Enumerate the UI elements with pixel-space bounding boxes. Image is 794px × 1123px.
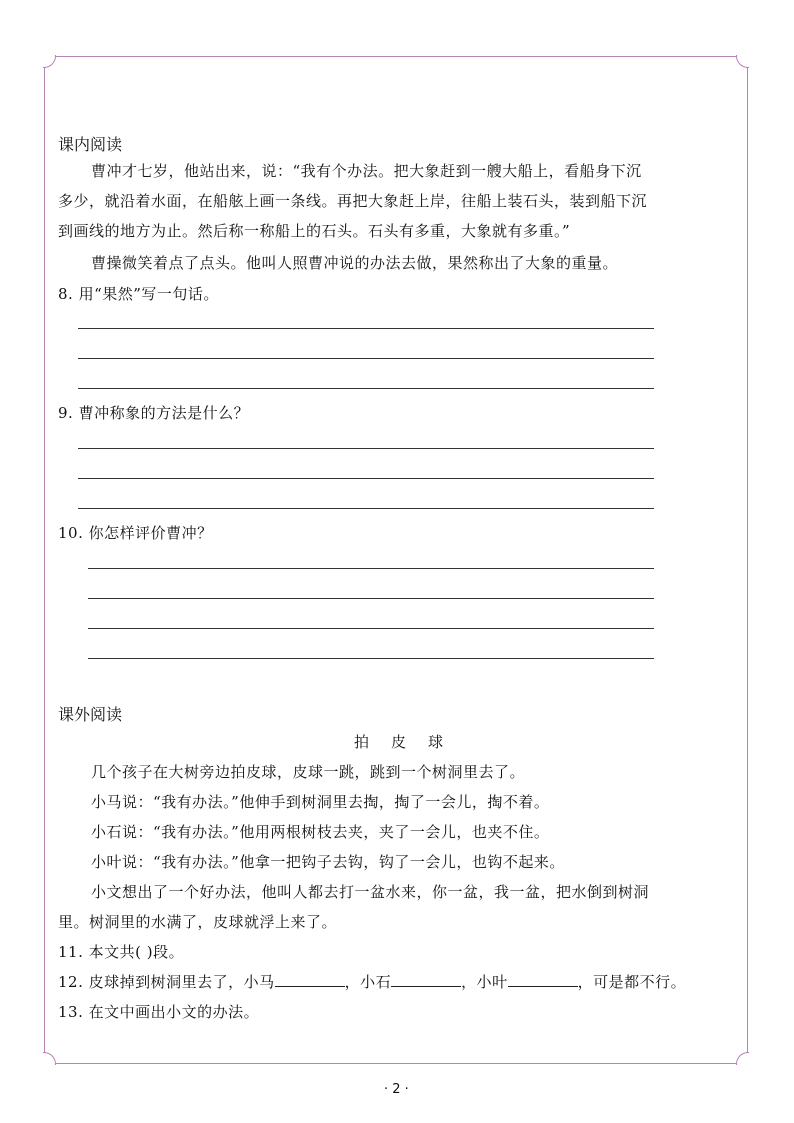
passage-line: 小马说：“我有办法。”他伸手到树洞里去掏，掏了一会儿，掏不着。 (91, 793, 550, 811)
section-heading-in-class: 课内阅读 (58, 135, 123, 154)
question-8: 8. 用“果然”写一句话。 (58, 285, 219, 303)
answer-line[interactable] (78, 388, 654, 389)
question-9: 9. 曹冲称象的方法是什么？ (58, 404, 250, 422)
passage-line: 到画线的地方为止。然后称一称船上的石头。石头有多重，大象就有多重。” (58, 222, 571, 240)
passage-line: 里。树洞里的水满了，皮球就浮上来了。 (58, 913, 338, 931)
passage-line: 几个孩子在大树旁边拍皮球，皮球一跳，跳到一个树洞里去了。 (91, 763, 526, 781)
question-12-text: ，小石 (344, 973, 392, 991)
answer-line[interactable] (88, 598, 654, 599)
passage-line: 小石说：“我有办法。”他用两根树枝去夹，夹了一会儿，也夹不住。 (91, 823, 550, 841)
question-12-text: ，小叶 (461, 973, 508, 991)
answer-line[interactable] (78, 478, 654, 479)
answer-line[interactable] (78, 358, 654, 359)
fill-blank-xiaoshi[interactable] (391, 972, 461, 987)
frame-corner (736, 55, 749, 68)
question-12-text: 12. 皮球掉到树洞里去了，小马 (58, 973, 275, 991)
question-13: 13. 在文中画出小文的办法。 (58, 1003, 260, 1021)
passage-line: 小文想出了一个好办法，他叫人都去打一盆水来，你一盆，我一盆，把水倒到树洞 (91, 883, 650, 901)
frame-corner (43, 55, 56, 68)
answer-line[interactable] (88, 628, 654, 629)
answer-line[interactable] (88, 658, 654, 659)
story-title: 拍皮球 (354, 733, 466, 751)
answer-line[interactable] (78, 328, 654, 329)
frame-corner (736, 1052, 749, 1065)
answer-line[interactable] (88, 568, 654, 569)
question-11: 11. 本文共( )段。 (58, 943, 185, 961)
page-number: · 2 · (384, 1082, 409, 1097)
passage-line: 小叶说：“我有办法。”他拿一把钩子去钩，钩了一会儿，也钩不起来。 (91, 853, 565, 871)
question-12 (58, 971, 686, 992)
answer-line[interactable] (78, 448, 654, 449)
passage-line: 多少，就沿着水面，在船舷上画一条线。再把大象赶上岸，往船上装石头，装到船下沉 (58, 192, 648, 210)
fill-blank-xiaoma[interactable] (275, 972, 345, 987)
answer-line[interactable] (78, 508, 654, 509)
question-12-text: ，可是都不行。 (577, 973, 687, 991)
passage-line: 曹冲才七岁，他站出来，说：“我有个办法。把大象赶到一艘大船上，看船身下沉 (91, 162, 642, 180)
passage-line: 曹操微笑着点了点头。他叫人照曹冲说的办法去做，果然称出了大象的重量。 (91, 254, 619, 272)
frame-corner (43, 1052, 56, 1065)
section-heading-extracurricular: 课外阅读 (58, 705, 123, 724)
question-10: 10. 你怎样评价曹冲？ (58, 524, 213, 542)
fill-blank-xiaoye[interactable] (508, 972, 578, 987)
